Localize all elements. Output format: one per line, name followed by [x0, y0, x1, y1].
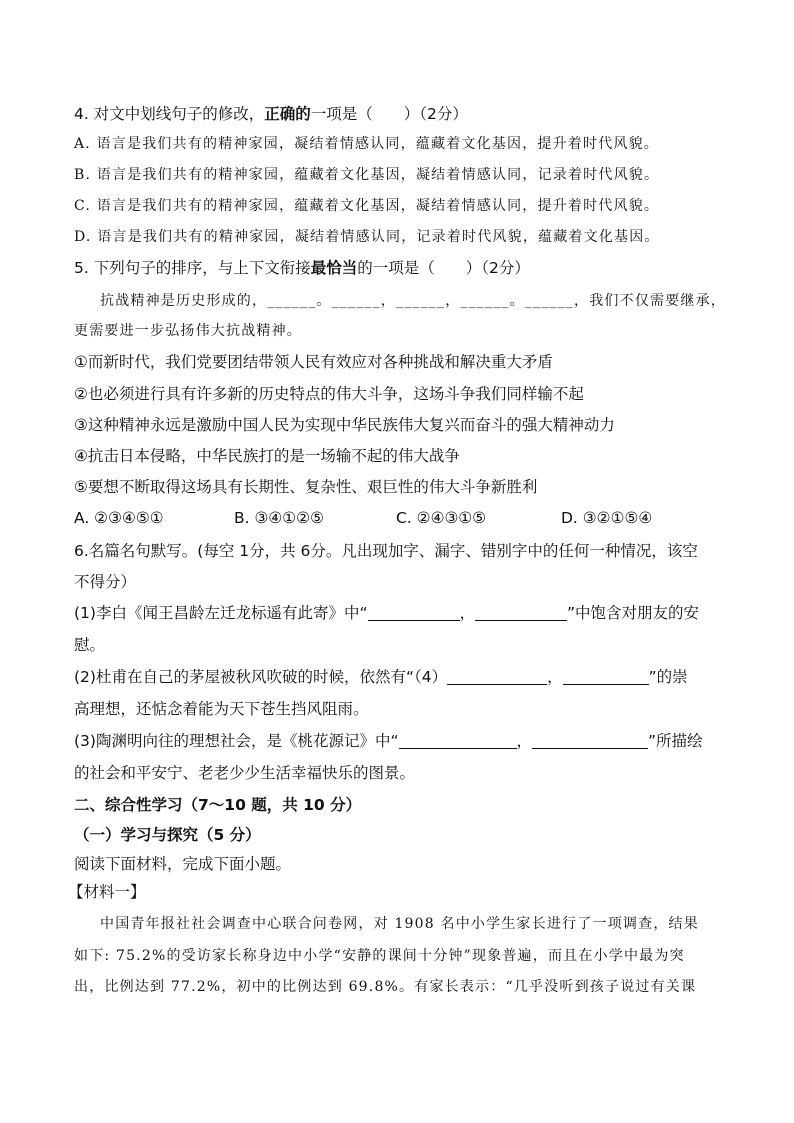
q6-item3-separator: ，: [516, 732, 533, 750]
q6-item1-text: (1)李白《闻王昌龄左迁龙标遥有此寄》中“: [74, 604, 368, 622]
material-1-line2: 如下: 75.2%的受访家长称身边中小学“安静的课间十分钟”现象普遍，而且在小学中最为突: [74, 948, 685, 964]
q4-stem: [74, 104, 468, 124]
q5-stem-score: 的一项是（ ）（2分）: [357, 259, 530, 277]
q6-item3: [74, 731, 703, 751]
q6-item2: [74, 667, 688, 687]
q5-stem-emphasis: 最恰当: [310, 259, 358, 277]
q6-item3-blank2[interactable]: [532, 733, 648, 749]
q4-stem-emphasis: 正确的: [264, 105, 311, 123]
q4-option-c: C. 语言是我们共有的精神家园，蕴藏着文化基因，凝结着情感认同，提升着时代风貌。: [74, 198, 660, 214]
q6-item1-cont: 慰。: [74, 636, 106, 654]
material-1-line3: 出，比例达到 77.2%，初中的比例达到 69.8%。有家长表示：“几乎没听到孩子说过有关课: [74, 979, 697, 995]
section2-title: 二、综合性学习（7～10 题，共 10 分）: [74, 796, 362, 814]
q5-choice-c: C. ②④③①⑤: [396, 509, 487, 527]
q6-item3-text: (3)陶渊明向往的理想社会，是《桃花源记》中“: [74, 732, 399, 750]
q6-item2-text: (2)杜甫在自己的茅屋被秋风吹破的时候，依然有“（4）: [74, 668, 448, 686]
q6-item1-tail: ”中饱含对朋友的安: [567, 604, 700, 622]
q6-item3-tail: ”所描绘: [648, 732, 703, 750]
q6-stem-line1: 6.名篇名句默写。(每空 1分，共 6分。凡出现加字、漏字、错别字中的任何一种情况，该空: [74, 542, 698, 560]
q6-item2-tail: ”的崇: [648, 668, 688, 686]
q4-stem-score: 一项是（ ）（2分）: [310, 105, 468, 123]
q4-stem-text: 4. 对文中划线句子的修改，: [74, 105, 265, 123]
q4-option-a: A. 语言是我们共有的精神家园，凝结着情感认同，蕴藏着文化基因，提升着时代风貌。: [74, 136, 660, 152]
q5-choice-a: A. ②③④⑤①: [74, 509, 164, 527]
q6-item1-separator: ，: [459, 604, 476, 622]
q5-passage-line1: 抗战精神是历史形成的，______。______，______，______。______，我们不仅需要继承，: [100, 293, 726, 309]
material-1-line1: 中国青年报社社会调查中心联合问卷网，对 1908 名中小学生家长进行了一项调查，结果: [100, 916, 699, 932]
q5-sentence-3: ③这种精神永远是激励中国人民为实现中华民族伟大复兴而奋斗的强大精神动力: [74, 416, 615, 434]
q5-stem: [74, 258, 530, 278]
q5-sentence-5: ⑤要想不断取得这场具有长期性、复杂性、艰巨性的伟大斗争新胜利: [74, 478, 538, 496]
q5-passage-line2: 更需要进一步弘扬伟大抗战精神。: [74, 323, 302, 339]
q5-stem-text: 5. 下列句子的排序，与上下文衔接: [74, 259, 311, 277]
material-1-label: 【材料一】: [68, 883, 146, 901]
q5-sentence-4: ④抗击日本侵略，中华民族打的是一场输不起的伟大战争: [74, 447, 460, 465]
section2-subtitle: （一）学习与探究（5 分）: [74, 826, 261, 844]
q6-item2-blank2[interactable]: [563, 669, 649, 685]
q6-item1: [74, 603, 699, 623]
q5-sentence-2: ②也必须进行具有许多新的历史特点的伟大斗争，这场斗争我们同样输不起: [74, 385, 584, 403]
q6-item3-cont: 的社会和平安宁、老老少少生活幸福快乐的图景。: [74, 764, 416, 782]
section2-instruction: 阅读下面材料，完成下面小题。: [74, 855, 292, 873]
q6-item2-separator: ，: [547, 668, 563, 686]
q6-item1-blank2[interactable]: [475, 605, 567, 621]
q6-item2-cont: 高理想，还惦念着能为天下苍生挡风阻雨。: [74, 700, 369, 718]
q6-item2-blank1[interactable]: [447, 669, 547, 685]
q4-option-b: B. 语言是我们共有的精神家园，蕴藏着文化基因，凝结着情感认同，记录着时代风貌。: [74, 167, 660, 183]
q5-choice-b: B. ③④①②⑤: [234, 509, 324, 527]
q5-sentence-1: ①而新时代，我们党要团结带领人民有效应对各种挑战和解决重大矛盾: [74, 353, 553, 371]
q6-stem-line2: 不得分）: [74, 573, 137, 591]
q6-item1-blank1[interactable]: [368, 605, 460, 621]
q4-option-d: D. 语言是我们共有的精神家园，凝结着情感认同，记录着时代风貌，蕴藏着文化基因。: [74, 229, 660, 245]
q6-item3-blank1[interactable]: [399, 733, 517, 749]
q5-choice-d: D. ③②①⑤④: [561, 509, 653, 527]
